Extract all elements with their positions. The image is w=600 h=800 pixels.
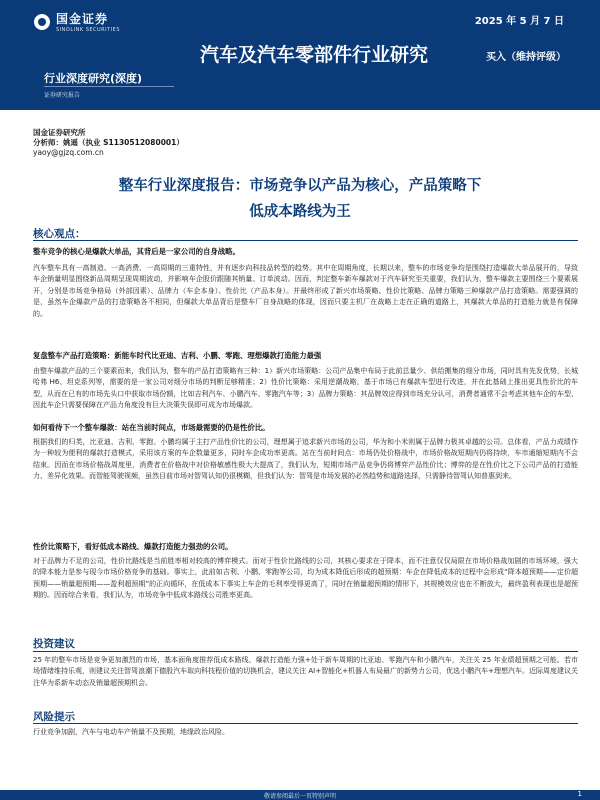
institute-name: 国金证券研究所 [33, 128, 86, 137]
section-investment: 投资建议 [33, 638, 75, 650]
report-date: 2025 年 5 月 7 日 [474, 16, 564, 27]
disclaimer-note: 敬请参阅最后一页特别声明 [263, 793, 336, 800]
document-title-line1: 整车行业深度报告：市场竞争以产品为核心，产品策略下 [118, 178, 482, 194]
page-footer [0, 790, 600, 800]
lead-paragraph-1: 整车竞争的核心是爆款大单品，其背后是一家公司的自身战略。 [33, 247, 240, 256]
document-title-line2: 低成本路线为王 [249, 204, 351, 220]
logo-cn: 国金证券 [56, 12, 109, 26]
body-paragraph-4: 对于品牌力不足的公司，性价比路线是当前胜率相对较高的博弈模式。而对于性价比路线的公司，其核心要求在于降本，而不注意仅仅局限在市场价格战加剧的市场环境，强大的降本能力是参与现今市场价格竞争的基础。事实上，此前如吉利、小鹏、零跑等公司，均为成本降低后形成的超预期：车企在降低成本的过程中会形成“降本超预期——定价超预期——销量超预期——盈利超预期”的正向循环，在低成本下事实上车企的毛利率受得更高了，同时在销量超预期的情形下，其规模效应也在不断放大，最终盈利表现也是超预期的。因而综合来看，我们认为，市场竞争中低成本路线公司胜率更高。 [33, 557, 578, 600]
industry-title: 汽车及汽车零部件行业研究 [200, 44, 429, 66]
section-rule [33, 651, 578, 652]
sinolink-logo-icon [34, 14, 50, 30]
section-rule [33, 240, 578, 241]
body-paragraph-5: 25 年的整车市场是竞争更加激烈的市场，基本面角度推荐低成本路线、爆款打造能力强+处于新车周期的比亚迪、零跑汽车和小鹏汽车，关注关 25 年业绩超预期之可能。若市场情绪维持乐观，则建议关注智驾浪潮下德股汽车取向科技程价值的切换机会，建议关注 AI+智能化+机器人布局最广的新势力公司，优选小鹏汽车+理想汽车。近际周度建议关注华为系新车动态及销量超预期机会。 [33, 656, 578, 687]
body-paragraph-3: 根据我们的归类，比亚迪、吉利、零跑、小鹏均属于主打产品性价比的公司，理想属于追求新兴市场的公司，华为和小米则属于品牌力极其卓越的公司。总体看，产品力成绩作为一种较为便利的爆款打造模式，采用该方案的车企数量更多，同时车企成功率更高。站在当前时间点：市场仍处价格战中，市场价格战短期内仍将持续，车市通缩短期内不会结束。因而在市场价格战周度里，消费者在价格战中对价格敏感性极大大提高了，我们认为，短期市场产品竞争仍将博弈产品性价比；博弈的是在性价比之下公司产品的打造能力、差异化效果。而智能驾驶视频，虽然目前市场对智驾认知仍很模糊，但我们认为：智驾是市场发展的必然趋势和道路选择，只需静待智驾认知普惠到来。 [33, 438, 578, 481]
body-paragraph-1: 汽车整车具有一高制造、一高消费、一高周期的三重特性，并有逐步向科技品转型的趋势。其中在周期角度，长期以来，整车的市场竞争均是围绕打造爆款大单品展开的，导致车企销量明显围绕新品周期呈现周期波动，并影响车企股价跟随其销量、订单波动。因而，判定整车新车爆款对于汽车研究至关重要，我们认为，整车爆款主要围绕三个要素展开，分别是市场竞争格局（外部因素）、品牌力（车企本身）、性价比（产品本身）。并最终形成了新兴市场策略、性价比策略、品牌力策略三种爆款产品打造策略。需要强调的是，虽然车企爆款产品的打造策略各不相同，但爆款大单品背后是整车厂自身战略的体现，因而只要主机厂在战略上走在正确的道路上，其爆款大单品的打造能力就是有保障的。 [33, 264, 578, 318]
page-number: 1 [577, 790, 582, 798]
lead-paragraph-4: 性价比策略下，看好低成本路线、爆款打造能力强劲的公司。 [33, 542, 233, 551]
lead-paragraph-2: 复盘整车产品打造策略：新能车时代比亚迪、吉利、小鹏、零跑、理想爆款打造能力最强 [33, 351, 322, 360]
body-paragraph-2: 由整车爆款产品的三个要素而来，我们认为，整车的产品打造策略有三种：1）新兴市场策略：公司产品集中布局于此前总量少、供给搬集的细分市场，同时具有先发优势，长城哈弗 H6、坦克系列等，需要的是一家公司对细分市场的判断足够精准；2）性价比策略：采用逆潮战略，基于市场已有爆款车型进行改进，并在此基础上推出更具性价比的车型，从而在已有的市场先头口中获取市场份额，比如吉利汽车、小鹏汽车、零跑汽车等；3）品牌力策略：其品牌效应得到市场充分认可，消费者通常不会考虑其他车企的车型，因此车企只需要保障在产品力角度没有巨大决策失误即可成为市场爆款。 [33, 367, 578, 410]
header-divider [44, 86, 174, 87]
analyst-block [33, 128, 184, 158]
section-risk: 风险提示 [33, 711, 75, 723]
brand-logo [34, 10, 120, 33]
logo-en: SINOLINK SECURITIES [56, 27, 120, 33]
analyst-email[interactable]: yaoy@gjzq.com.cn [33, 148, 104, 157]
section-core-views: 核心观点： [33, 228, 86, 240]
section-rule [33, 723, 578, 724]
rating-label: 买入（维持评级） [486, 52, 566, 63]
body-paragraph-6: 行业竞争加剧，汽车与电动车产销量不及预期，地缘政治风险。 [33, 728, 229, 736]
report-subtitle: 证券研究报告 [44, 92, 81, 99]
report-type: 行业深度研究(深度) [44, 72, 143, 85]
report-header [0, 0, 600, 110]
analyst-line: 分析师：姚遥（执业 S1130512080001） [33, 138, 184, 147]
lead-paragraph-3: 如何看待下一个整车爆款：站在当前时间点，市场最需要的仍是性价比。 [33, 423, 270, 432]
